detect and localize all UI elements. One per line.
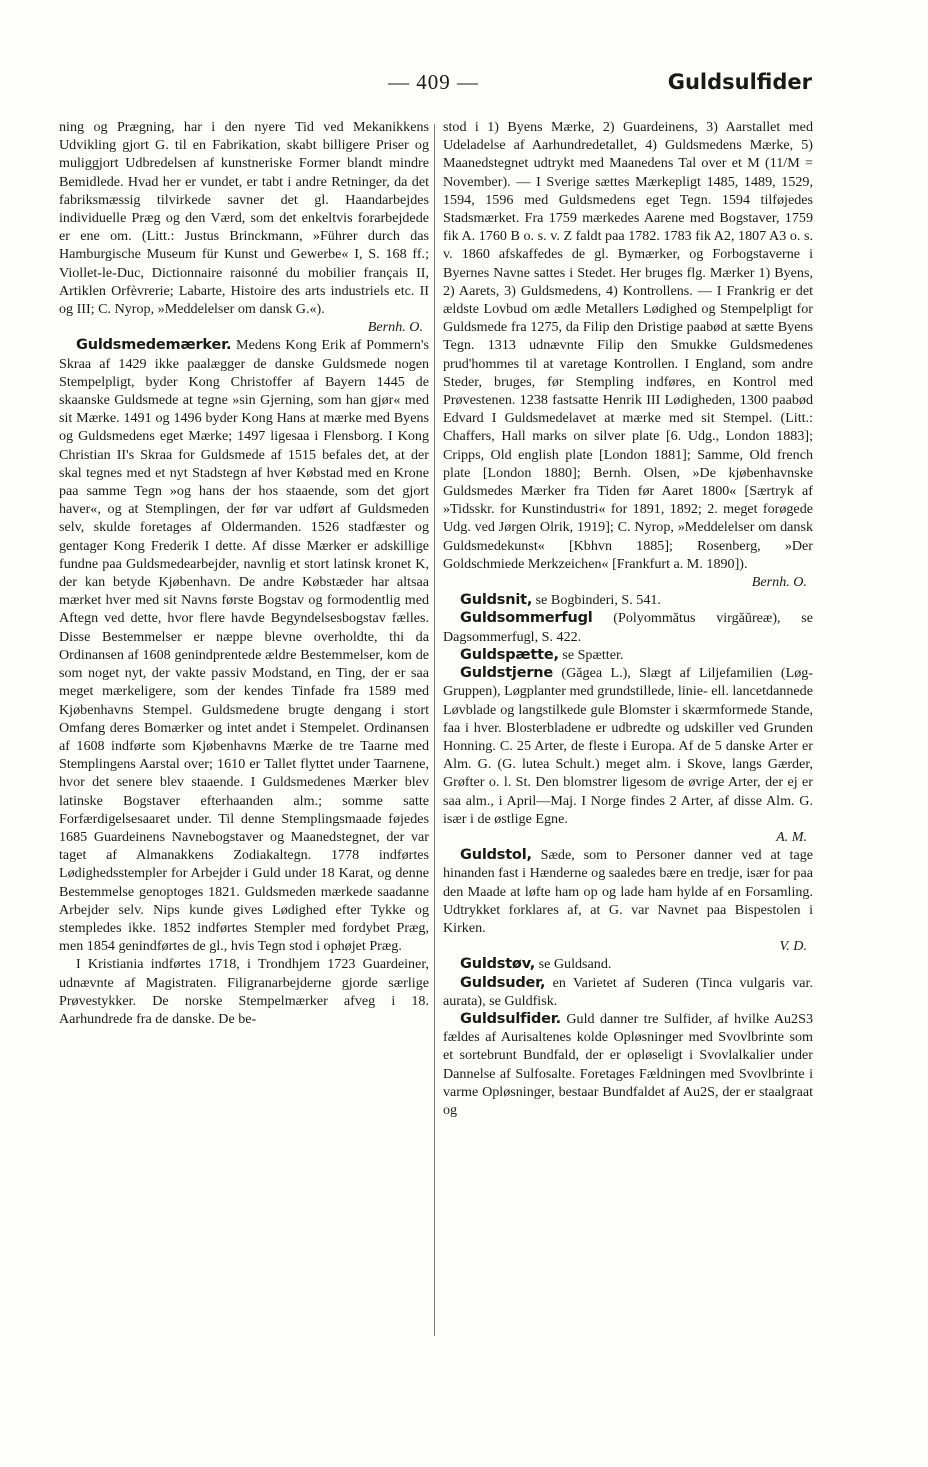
entry: [443, 118, 813, 591]
entry-headword: Guldsommerfugl: [460, 610, 593, 627]
entry-headword: Guldstjerne: [460, 665, 554, 682]
entry-signature: V. D.: [779, 938, 807, 955]
entry-text: ning og Prægning, har i den nyere Tid ved Mekanikkens Udvikling gjort G. til en Fabrikation, skabt billigere Priser og muliggjort Udbredelsen af kunstneriske Former blandt mindre Bemidlede. Hvad her er vundet, er tabt i andre Retninger, da det fabriksmæssig tilvirkede savner det gl. Haandarbejdes individuelle Præg og den Værd, som det enkeltvis forarbejdede er ene om. (Litt.: Justus Brinckmann, »Führer durch das Hamburgische Museum für Kunst und Gewerbe« I, S. 168 ff.; Viollet-le-Duc, Dictionnaire raisonné du mobilier français II, Artiklen Orfèvrerie; Labarte, Histoire des arts industriels etc. II og III; C. Nyrop, »Meddelelser om dansk G.«).: [59, 119, 429, 318]
entry: [443, 664, 813, 846]
left-column: [59, 118, 429, 1028]
entry-signature: Bernh. O.: [751, 574, 807, 591]
entry-text: (Polyommătus virgăŭreæ), se Dagsommerfugl, S. 422.: [443, 610, 813, 645]
entry-headword: Guldspætte,: [460, 646, 559, 663]
entry-text: Medens Kong Erik af Pommern's Skraa af 1429 ikke paalægger de danske Guldsmede nogen Stempelpligt, byder Kong Christoffer af Bayern 1445 de skaanske Guldsmede at tegne »sin Gjerning, som han gjør« med sit Mærke. 1491 og 1496 byder Kong Hans at mærke med Byens og Guldsmedens eget Mærke; 1497 ligesaa i Flensborg. I Kong Christian II's Skraa for Guldsmede af 1515 befales det, at der skal tegnes med et nyt Stadstegn af hver Købstad med en Krone paa samme Tegn »og hans der hos staaende, som det gjort haver«, og at Stemplingen, der før var udført af Guldsmeden selv, skulde foretages af Oldermanden. 1526 stadfæster og gentager Kong Frederik I dette. Af disse Mærker er adskillige fundne paa Guldsmedearbejder, navnlig et stort latinsk kronet K, der kan betyde Kjøbenhavn. De andre Købstæder har altsaa mærket hver med sit Navns første Bogstav og formodentlig med Aftegn ved dette, hvor flere havde Begyndelsesbogstav fælles. Disse Bestemmelser er næppe blevne overholdte, thi da Ordinansen af 1608 genindprentede ældre Bestemmelser, kom de som noget nyt, der vakte passiv Modstand, en Ting, der er saa meget mærkeligere, som der kendes Tinfade fra 1589 med Kjøbenhavns Stempel. Guldsmedene brugte dengang i stort Omfang deres Bomærker og intet andet i Stempelet. Ordinansen af 1608 indførte som Kjøbenhavns Mærke de tre Taarne med Stemplingens Aarstal over; 1610 er Tallet flyttet under Taarnene, hvor det senere blev staaende. I Guldsmedenes Mærker blev latinske Bogstaver efterhaanden alm.; somme satte Forfærdigelsesaaret under. Til denne Stemplingsmaade føjedes 1685 Guardeinens Navnebogstaver og Maanedstegnet, der var taget af Almanakkens Zodiakaltegn. 1778 indførtes Lødighedsstempler for Arbejder i Guld under 18 Karat, og denne Bestemmelse genoptoges 1821. Guldsmeden mærkede saadanne Arbejder selv. Nips kunde gives Lødighed efter Tykke og stempledes ikke. 1852 indførtes Stempler med fordybet Præg, men 1854 genindførtes de gl., hvis Tegn stod i ophøjet Præg.: [59, 337, 429, 955]
entry-text: (Găgea L.), Slægt af Liljefamilien (Løg-Gruppen), Løgplanter med grundstillede, linie- ell. lancetdannede Løvblade og langstilkede gule Blomster i skærmformede Stande, faa i hver. Blosterbladene er udbredte og udskiller ved Grunden Honning. C. 25 Arter, de fleste i Europa. Af de 5 danske Arter er Alm. G. (G. lutea Schult.) meget alm. i Skove, langs Gærder, Grøfter o. l. St. Den blomstrer ligesom de øvrige Arter, der ej er saa alm., i April—Maj. I Norge findes 2 Arter, af disse Alm. G. især i de østlige Egne.: [443, 665, 813, 827]
entry: [443, 609, 813, 645]
entry-text: Guld danner tre Sulfider, af hvilke Au2S3 fældes af Aurisaltenes kolde Opløsninger med Svovlbrinte som et sortebrunt Bundfald, der er opløseligt i Svovlalkalier under Dannelse af Sulfosalte. Foretages Fældningen med Svovlbrinte i varme Opløsninger, bestaar Bundfaldet af Au2S, der er staalgraat og: [443, 1010, 813, 1118]
entry: [59, 336, 429, 955]
entry-headword: Guldstol,: [460, 847, 532, 864]
entry: [59, 118, 429, 336]
entry: [443, 591, 813, 609]
entry-text: se Guldsand.: [538, 956, 612, 973]
entry: [443, 974, 813, 1010]
entry-text: I Kristiania indførtes 1718, i Trondhjem 1723 Guardeiner, udnævnte af Magistraten. Filigranarbejderne gjorde særlige Prøvestykker. De norske Stempelmærker afveg i 18. Aarhundrede fra de danske. De be-: [59, 956, 429, 1027]
column-divider: [434, 124, 435, 1336]
entry-text: Sæde, som to Personer danner ved at tage hinanden fast i Hænderne og saaledes bære en tredje, især for paa den Maade at løfte ham op og lade ham hylde af en Forsamling. Udtrykket forklares af, at G. var Navnet paa Bispestolen i Kirken.: [443, 847, 813, 936]
entry: [443, 646, 813, 664]
entry-text: en Varietet af Suderen (Tinca vulgaris var. aurata), se Guldfisk.: [443, 974, 813, 1009]
right-column: [443, 118, 813, 1119]
page-number: — 409 —: [388, 70, 479, 94]
entry-headword: Guldsnit,: [460, 592, 533, 609]
entry: [59, 955, 429, 1028]
entry-headword: Guldsmedemærker.: [76, 337, 232, 354]
entry-signature: Bernh. O.: [367, 319, 423, 336]
entry-text: se Bogbinderi, S. 541.: [535, 592, 661, 609]
entry-signature: A. M.: [776, 828, 807, 845]
entry-headword: Guldsulfider.: [460, 1010, 561, 1027]
entry: [443, 846, 813, 955]
page-header: [0, 70, 928, 98]
entry: [443, 1010, 813, 1119]
entry: [443, 955, 813, 973]
entry-text: stod i 1) Byens Mærke, 2) Guardeinens, 3) Aarstallet med Udeladelse af Aarhundredetallet, 4) Guldsmedens Mærke, 5) Maanedstegnet udtrykt med Maanedens Tal over et M (11/M = November). — I Sverige sættes Mærkepligt 1485, 1489, 1529, 1594, 1596 med Guldsmedens eget Tegn. 1594 tilføjedes Stadsmærket. Fra 1759 mærkedes Aarene med Bogstaver, 1759 fik A. 1760 B o. s. v. Z faldt paa 1782. 1783 fik A2, 1807 A3 o. s. v. 1860 afskaffedes de gl. Bymærker, og Forbogstaverne i Byernes Navne sattes i Stedet. Her bruges flg. Mærker 1) Byens, 2) Aarets, 3) Guldsmedens, 4) Kontrollens. — I Frankrig er det ældste Lovbud om ædle Metallers Lødighed og Stempelpligt for Guldsmede fra 1275, da Filip den Dristige paabød at sætte Byens Tegn. 1313 udnævnte Filip den Smukke Guldsmedenes prud'hommes til at varetage Kontrollen. I England, som andre Steder, bruges, før Stempling indføres, en Kontrol med Prøvestenen. 1238 fastsatte Henrik III Lødigheden, 1300 paabød Edvard I Guldsmedelavet at mærke med sit Stempel. (Litt.: Chaffers, Hall marks on silver plate [6. Udg., London 1883]; Cripps, Old english plate [London 1881]; Samme, Old french plate [London 1880]; Bernh. Olsen, »De kjøbenhavnske Guldsmedes Mærker fra Tiden før Aaret 1800« [Særtryk af »Tidsskr. for Kunstindustri« for 1891, 1892; 2. meget forøgede Udg. ved Jørgen Olrik, 1919]; C. Nyrop, »Meddelelser om dansk Guldsmedekunst« [Kbhvn 1885]; Rosenberg, »Der Goldschmiede Merkzeichen« [Frankfurt a. M. 1890]).: [443, 119, 813, 572]
running-head: Guldsulfider: [667, 70, 812, 94]
entry-headword: Guldstøv,: [460, 956, 536, 973]
entry-headword: Guldsuder,: [460, 974, 546, 991]
entry-text: se Spætter.: [562, 646, 624, 663]
